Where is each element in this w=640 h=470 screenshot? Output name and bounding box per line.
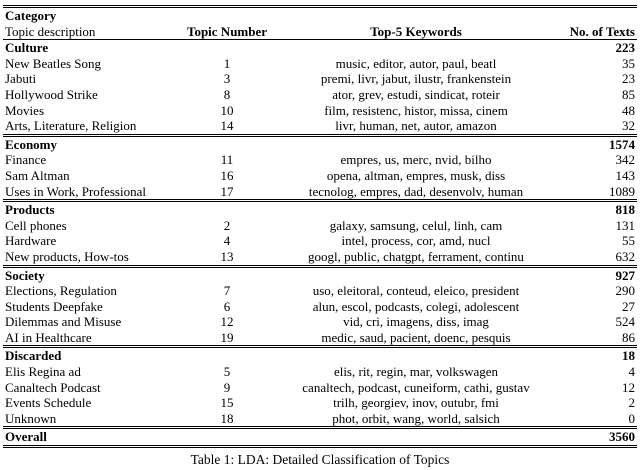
topic-keywords-cell: alun, escol, podcasts, colegi, adolescent [312, 298, 520, 314]
section-keywords-cell [271, 40, 561, 56]
topic-keywords-cell: canaltech, podcast, cuneiform, cathi, gustav [302, 379, 530, 395]
topics-table [3, 5, 637, 448]
topic-description-cell: Elis Regina ad [5, 364, 81, 380]
topic-texts-cell: 86 [622, 329, 635, 345]
topic-number-cell: 9 [223, 379, 231, 395]
topic-description-cell: Finance [5, 152, 47, 168]
topic-keywords-cell: opena, altman, empres, musk, diss [326, 167, 506, 183]
topic-description-cell: Dilemmas and Misuse [5, 314, 122, 330]
topic-keywords-cell: tecnolog, empres, dad, desenvolv, human [308, 183, 524, 199]
topic-number-cell: 5 [223, 364, 231, 380]
section-number-cell [183, 201, 271, 218]
topic-keywords-cell: premi, livr, jabut, ilustr, frankenstein [320, 71, 512, 87]
topic-description-cell: New products, How-tos [5, 248, 129, 264]
topic-texts-cell: 2 [628, 395, 635, 411]
section-header-row [3, 201, 637, 218]
topic-texts-cell: 48 [622, 102, 635, 118]
topic-description-cell: Hollywood Strike [5, 86, 98, 102]
overall-total-cell: 3560 [561, 428, 637, 447]
section-keywords-cell [271, 135, 561, 152]
topic-description-cell: Movies [5, 102, 44, 118]
topic-texts-cell: 23 [622, 71, 635, 87]
section-number-cell [183, 135, 271, 152]
topic-row [3, 411, 637, 428]
section-number-cell [183, 347, 271, 364]
topic-number-cell: 8 [223, 86, 231, 102]
section-keywords-cell [271, 347, 561, 364]
topic-texts-cell: 290 [615, 283, 635, 299]
topic-row [3, 233, 637, 249]
topic-keywords-cell: phot, orbit, wang, world, salsich [332, 410, 500, 426]
section-number-cell [183, 40, 271, 56]
topic-texts-cell: 143 [615, 167, 635, 183]
topic-number-cell: 18 [220, 410, 234, 426]
topic-texts-cell: 55 [622, 233, 635, 249]
topic-description-cell: Events Schedule [5, 395, 92, 411]
topic-row [3, 103, 637, 119]
topic-row [3, 299, 637, 315]
topic-keywords-cell: medic, saud, pacient, doenc, pesquis [321, 329, 511, 345]
topic-row [3, 87, 637, 103]
topic-keywords-cell: music, editor, autor, paul, beatl [335, 55, 497, 71]
topic-number-cell: 4 [223, 233, 231, 249]
topic-keywords-cell: intel, process, cor, amd, nucl [341, 233, 491, 249]
topic-description-cell: Students Deepfake [5, 298, 103, 314]
topic-row [3, 380, 637, 396]
topic-texts-cell: 1089 [609, 183, 635, 199]
topic-number-cell: 12 [220, 314, 234, 330]
topic-texts-cell: 524 [615, 314, 635, 330]
overall-row [3, 428, 637, 447]
overall-number-cell [183, 428, 271, 447]
category-header-row [3, 7, 637, 24]
col-no-of-texts: No. of Texts [561, 24, 637, 40]
section-name-cell: Products [3, 201, 183, 218]
topic-texts-cell: 35 [622, 55, 635, 71]
section-keywords-cell [271, 201, 561, 218]
topic-texts-cell: 32 [622, 118, 635, 134]
section-header-row [3, 135, 637, 152]
topic-texts-cell: 131 [615, 217, 635, 233]
topic-number-cell: 10 [220, 102, 234, 118]
topic-texts-cell: 4 [628, 364, 635, 380]
topic-row [3, 218, 637, 234]
topic-row [3, 168, 637, 184]
topic-number-cell: 19 [220, 329, 234, 345]
topic-texts-cell: 85 [622, 86, 635, 102]
topic-description-cell: Hardware [5, 233, 57, 249]
section-header-row [3, 40, 637, 56]
topic-row [3, 71, 637, 87]
section-header-row [3, 347, 637, 364]
topic-description-cell: Unknown [5, 410, 57, 426]
section-name-cell: Discarded [3, 347, 183, 364]
topic-keywords-cell: elis, rit, regin, mar, volkswagen [333, 364, 499, 380]
topic-texts-cell: 27 [622, 298, 635, 314]
topic-number-cell: 15 [220, 395, 234, 411]
topic-keywords-cell: empres, us, merc, nvid, bilho [340, 152, 492, 168]
topic-description-cell: AI in Healthcare [5, 329, 92, 345]
col-top5-keywords: Top-5 Keywords [271, 24, 561, 40]
topic-description-cell: Sam Altman [5, 167, 70, 183]
topic-number-cell: 11 [220, 152, 234, 168]
topic-number-cell: 3 [223, 71, 231, 87]
topic-number-cell: 1 [223, 55, 231, 71]
topic-row [3, 364, 637, 380]
topic-row [3, 330, 637, 347]
topic-row [3, 184, 637, 201]
section-total-cell: 818 [561, 201, 637, 218]
topic-number-cell: 13 [220, 248, 234, 264]
section-keywords-cell [271, 266, 561, 283]
topic-description-cell: Cell phones [5, 217, 67, 233]
topic-row [3, 118, 637, 135]
column-header-row [3, 24, 637, 40]
topic-row [3, 249, 637, 266]
topic-number-cell: 2 [223, 217, 231, 233]
section-number-cell [183, 266, 271, 283]
table-caption: Table 1: LDA: Detailed Classification of Topics [190, 452, 450, 468]
topic-number-cell: 16 [220, 167, 234, 183]
topic-row [3, 56, 637, 72]
topic-number-cell: 17 [220, 183, 234, 199]
topic-keywords-cell: googl, public, chatgpt, ferrament, continu [308, 248, 524, 264]
topic-keywords-cell: trilh, georgiev, inov, outubr, fmi [333, 395, 499, 411]
topic-row [3, 314, 637, 330]
topic-texts-cell: 342 [615, 152, 635, 168]
topic-number-cell: 7 [223, 283, 231, 299]
overall-label-cell: Overall [3, 428, 183, 447]
topic-description-cell: Jabuti [5, 71, 37, 87]
overall-keywords-cell [271, 428, 561, 447]
section-total-cell: 18 [561, 347, 637, 364]
topic-row [3, 283, 637, 299]
topic-row [3, 395, 637, 411]
topic-keywords-cell: uso, eleitoral, conteud, eleico, president [312, 283, 520, 299]
section-header-row [3, 266, 637, 283]
topic-keywords-cell: livr, human, net, autor, amazon [335, 118, 497, 134]
section-total-cell: 223 [615, 40, 635, 56]
topic-texts-cell: 0 [628, 410, 635, 426]
section-name-cell: Society [3, 266, 183, 283]
topic-description-cell: Canaltech Podcast [5, 379, 101, 395]
section-name-cell: Economy [3, 135, 183, 152]
topic-keywords-cell: galaxy, samsung, celul, linh, cam [329, 217, 503, 233]
col-topic-description: Topic description [3, 24, 183, 40]
topic-texts-cell: 632 [615, 248, 635, 264]
topic-description-cell: New Beatles Song [5, 55, 102, 71]
col-topic-number: Topic Number [183, 24, 271, 40]
section-total-cell: 927 [561, 266, 637, 283]
topic-texts-cell: 12 [622, 379, 635, 395]
section-name-cell: Culture [5, 40, 49, 56]
topic-keywords-cell: vid, cri, imagens, diss, imag [343, 314, 489, 330]
topic-description-cell: Uses in Work, Professional [5, 183, 146, 199]
topic-number-cell: 14 [220, 118, 234, 134]
topic-description-cell: Elections, Regulation [5, 283, 117, 299]
category-label: Category [5, 8, 57, 23]
topic-row [3, 152, 637, 168]
topic-keywords-cell: ator, grev, estudi, sindicat, roteir [332, 86, 500, 102]
topic-number-cell: 6 [223, 298, 231, 314]
section-total-cell: 1574 [561, 135, 637, 152]
topic-keywords-cell: film, resistenc, histor, missa, cinem [324, 102, 508, 118]
topic-description-cell: Arts, Literature, Religion [5, 118, 137, 134]
